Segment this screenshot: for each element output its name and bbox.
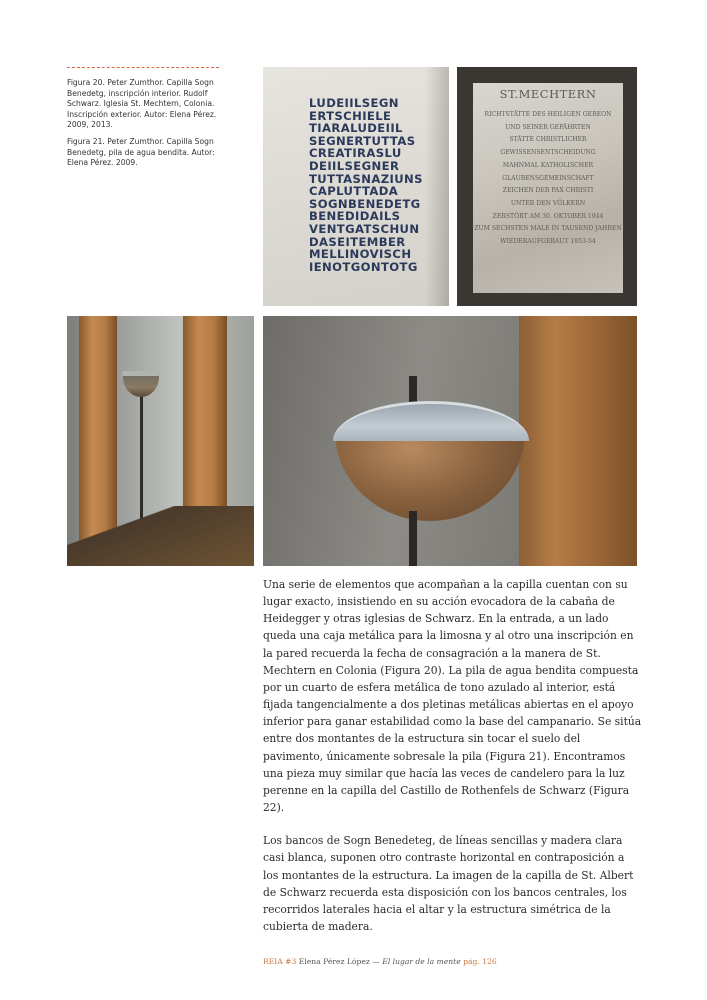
- photo-holy-water-font-closeup: [263, 316, 637, 566]
- inscription-line: MELLINOVISCH: [309, 247, 412, 262]
- plaque-line: WIEDERAUFGEBAUT 1953-54: [500, 238, 596, 246]
- photo-exterior-plaque: [457, 67, 637, 306]
- font-bowl-interior: [333, 401, 529, 441]
- inscription-line: TIARALUDEIIL: [309, 121, 403, 136]
- journal-name: REIA #3: [263, 957, 297, 966]
- wooden-post: [519, 316, 637, 566]
- inscription-line: CREATIRASLU: [309, 146, 402, 161]
- plaque-line: MAHNMAL KATHOLISCHER: [502, 161, 594, 169]
- inscription-line: IENOTGONTOTG: [309, 259, 418, 274]
- footer-author: Elena Pérez López —: [298, 957, 380, 966]
- inscription-line: ERTSCHIELE: [309, 108, 392, 123]
- plaque-line: ZEICHEN DER PAX CHRISTI: [502, 187, 594, 195]
- plaque-line: GLAUBENSGEMEINSCHAFT: [502, 174, 594, 182]
- inscription-line: SOGNBENEDETG: [309, 196, 421, 211]
- body-paragraph: Una serie de elementos que acompañan a la capilla cuentan con su lugar exacto, insistiendo en su acción evocadora de la cabaña de Heidegger y otras iglesias de Schwarz. En la entrada, a un lado queda una caja metálica para la limosna y al otro una inscripción en la pared recuerda la fecha de consagración a la manera de St. Mechtern en Colonia (Figura 20). La pila de agua bendita compuesta por un cuarto de esfera metálica de tono azulado al interior, está fijada tangencialmente a dos pletinas metálicas abiertas en el apoyo inferior para ganar estabilidad como la base del campanario. Se sitúa entre dos montantes de la estructura sin tocar el suelo del pavimento, únicamente sobresale la pila (Figura 21). Encontramos una pieza muy similar que hacía las veces de candelero para la luz perenne en la capilla del Castillo de Rothenfels de Schwarz (Figura 22).: [263, 578, 642, 815]
- plaque-line: STÄTTE CHRISTLICHER: [509, 136, 587, 144]
- plaque-line: ZUM SECHSTEN MALE IN TAUSEND JAHREN: [474, 225, 622, 233]
- plaque-line: UNTER DEN VÖLKERN: [510, 199, 586, 207]
- plaque-line: GEWISSENSENTSCHEIDUNG: [500, 149, 596, 157]
- font-bowl: [335, 431, 525, 521]
- inscription-text: [309, 96, 423, 274]
- plaque-stone: [473, 83, 623, 293]
- caption-figure-21: Figura 21. Peter Zumthor. Capilla Sogn Benedetg, pila de agua bendita. Autor: Elena Pérez. 2009.: [67, 136, 215, 168]
- page-footer: [263, 957, 497, 966]
- caption-figure-20: Figura 20. Peter Zumthor. Capilla Sogn Benedetg, inscripción interior. Rudolf Schwarz. Iglesia St. Mechtern, Colonia. Inscripción exterior. Autor: Elena Pérez. 2009, 2013.: [67, 78, 217, 130]
- inscription-line: VENTGATSCHUN: [309, 221, 420, 236]
- floor: [67, 506, 254, 566]
- inscription-line: DASEITEMBER: [309, 234, 406, 249]
- article-body: [263, 576, 643, 951]
- plaque-line: ZERSTÖRT AM 30. OKTOBER 1944: [492, 212, 604, 220]
- body-paragraph: Los bancos de Sogn Benedeteg, de líneas sencillas y madera clara casi blanca, suponen otro contraste horizontal en contraposición a los montantes de la estructura. La imagen de la capilla de St. Albert de Schwarz recuerda esta disposición con los bancos centrales, los recorridos laterales hacia el altar y la estructura simétrica de la cubierta de madera.: [263, 834, 634, 933]
- plaque-line: UND SEINER GEFÄHRTEN: [505, 123, 591, 131]
- inscription-line: DEIILSEGNER: [309, 158, 400, 173]
- inscription-line: BENEDIDAILS: [309, 209, 401, 224]
- inscription-line: SEGNERTUTTAS: [309, 133, 416, 148]
- photo-holy-water-font-wide: [67, 316, 254, 566]
- plaque-text: [473, 109, 623, 249]
- figure-captions: [67, 78, 227, 175]
- wall-shadow: [425, 67, 449, 306]
- inscription-line: LUDEIILSEGN: [309, 96, 399, 110]
- plaque-heading: ST.MECHTERN: [499, 87, 597, 101]
- photo-interior-inscription: [263, 67, 449, 306]
- font-bracket-lower: [409, 511, 417, 566]
- inscription-line: TUTTASNAZIUNS: [309, 171, 423, 186]
- caption-divider: [67, 67, 219, 68]
- plaque-line: RICHTSTÄTTE DES HEILIGEN GEREON: [484, 111, 612, 118]
- font-bowl-rim: [122, 371, 160, 376]
- page-number: pág. 126: [463, 957, 497, 966]
- inscription-line: CAPLUTTADA: [309, 184, 399, 199]
- font-bowl: [123, 373, 159, 397]
- footer-title: El lugar de la mente: [382, 957, 461, 966]
